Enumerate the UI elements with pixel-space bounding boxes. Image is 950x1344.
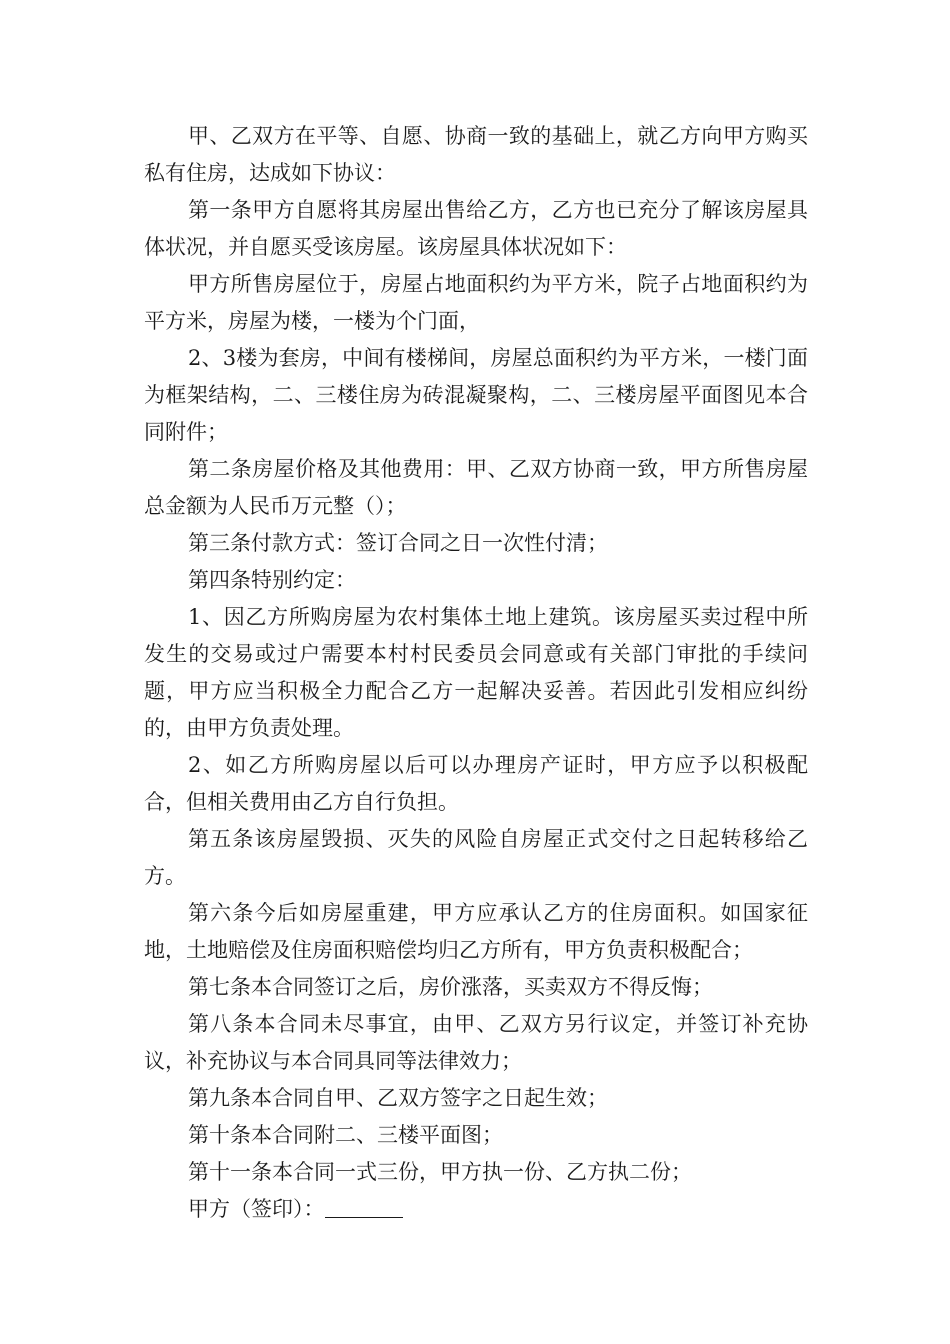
- paragraph-article-3: 第三条付款方式：签订合同之日一次性付清；: [188, 531, 608, 555]
- paragraph-article-9: 第九条本合同自甲、乙双方签字之日起生效；: [188, 1086, 608, 1110]
- paragraph-article-5: 第五条该房屋毁损、灭失的风险自房屋正式交付之日起转移给乙方。: [144, 827, 808, 888]
- paragraph-intro: 甲、乙双方在平等、自愿、协商一致的基础上，就乙方向甲方购买私有住房，达成如下协议：: [144, 124, 808, 185]
- paragraph-house-structure: 2、3楼为套房，中间有楼梯间，房屋总面积约为平方米，一楼门面为框架结构，二、三楼住房为砖混凝聚构，二、三楼房屋平面图见本合同附件；: [144, 346, 808, 444]
- signature-blank-line: [325, 1193, 403, 1218]
- paragraph-article-1: 第一条甲方自愿将其房屋出售给乙方，乙方也已充分了解该房屋具体状况，并自愿买受该房屋。该房屋具体状况如下：: [144, 198, 808, 259]
- paragraph-article-10: 第十条本合同附二、三楼平面图；: [188, 1123, 503, 1147]
- paragraph-article-2: 第二条房屋价格及其他费用：甲、乙双方协商一致，甲方所售房屋总金额为人民币万元整（）；: [144, 457, 808, 518]
- paragraph-house-location: 甲方所售房屋位于，房屋占地面积约为平方米，院子占地面积约为平方米，房屋为楼，一楼为个门面，: [144, 272, 808, 333]
- paragraph-article-4-item-1: 1、因乙方所购房屋为农村集体土地上建筑。该房屋买卖过程中所发生的交易或过户需要本村村民委员会同意或有关部门审批的手续问题，甲方应当积极全力配合乙方一起解决妥善。若因此引发相应纠纷的，由甲方负责处理。: [144, 605, 808, 740]
- paragraph-article-4-item-2: 2、如乙方所购房屋以后可以办理房产证时，甲方应予以积极配合，但相关费用由乙方自行负担。: [144, 753, 808, 814]
- paragraph-article-8: 第八条本合同未尽事宜，由甲、乙双方另行议定，并签订补充协议，补充协议与本合同具同等法律效力；: [144, 1012, 808, 1073]
- paragraph-article-4: 第四条特别约定：: [188, 568, 356, 592]
- contract-body: [144, 118, 808, 1228]
- paragraph-article-7: 第七条本合同签订之后，房价涨落，买卖双方不得反悔；: [188, 975, 713, 999]
- paragraph-article-11: 第十一条本合同一式三份，甲方执一份、乙方执二份；: [188, 1160, 692, 1184]
- signature-row: [144, 1191, 808, 1228]
- signature-label: 甲方（签印）：: [188, 1197, 325, 1221]
- paragraph-article-6: 第六条今后如房屋重建，甲方应承认乙方的住房面积。如国家征地，土地赔偿及住房面积赔偿均归乙方所有，甲方负责积极配合；: [144, 901, 808, 962]
